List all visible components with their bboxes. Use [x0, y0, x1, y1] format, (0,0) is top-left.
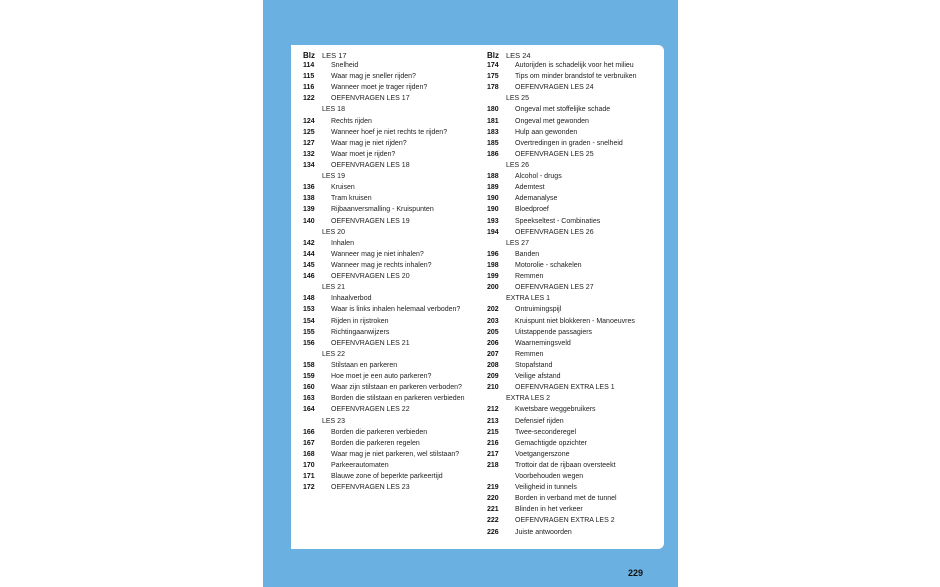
topic-title: Wanneer moet je trager rijden?: [331, 84, 428, 92]
topic-title: Wanneer hoef je niet rechts te rijden?: [331, 128, 448, 136]
page-ref: 153: [303, 306, 315, 314]
lesson-title: LES 22: [322, 350, 345, 358]
topic-title: Ademtest: [515, 184, 545, 192]
page-ref: 213: [487, 417, 499, 425]
page-number: 229: [628, 568, 644, 578]
page-ref: 190: [487, 195, 499, 203]
topic-title: Overtredingen in graden - snelheid: [515, 139, 623, 147]
page-ref: 186: [487, 150, 499, 158]
page-ref: 221: [487, 506, 499, 514]
page-ref: 132: [303, 150, 315, 158]
topic-title: Rechts rijden: [331, 117, 372, 125]
topic-title: Parkeerautomaten: [331, 461, 389, 469]
page-ref: 122: [303, 95, 315, 103]
topic-title: Waar moet je rijden?: [331, 150, 396, 158]
page-ref: 220: [487, 495, 499, 503]
lesson-title: LES 26: [506, 161, 529, 169]
page-ref: 175: [487, 73, 499, 81]
topic-title: Voorbehouden wegen: [515, 473, 584, 481]
topic-title: Juiste antwoorden: [515, 528, 572, 536]
page-ref: 222: [487, 517, 499, 525]
page-ref: 196: [487, 250, 499, 258]
topic-title: OEFENVRAGEN LES 23: [331, 484, 410, 492]
page-ref: 207: [487, 350, 499, 358]
page-ref: 194: [487, 228, 499, 236]
topic-title: Voetgangerszone: [515, 450, 570, 458]
topic-title: Banden: [515, 250, 540, 258]
page-ref: 148: [303, 295, 315, 303]
topic-title: Waar is links inhalen helemaal verboden?: [331, 306, 461, 314]
topic-title: Veilige afstand: [515, 373, 561, 381]
page-ref: 154: [303, 317, 315, 325]
topic-title: Speekseltest - Combinaties: [515, 217, 601, 225]
page-ref: 144: [303, 250, 315, 258]
topic-title: Rijbaanversmalling - Kruispunten: [331, 206, 434, 214]
topic-title: Inhalen: [331, 239, 354, 247]
topic-title: OEFENVRAGEN LES 25: [515, 150, 594, 158]
lesson-title: LES 20: [322, 228, 345, 236]
page-ref: 181: [487, 117, 499, 125]
topic-title: OEFENVRAGEN EXTRA LES 1: [515, 384, 615, 392]
page-ref: 159: [303, 373, 315, 381]
page-ref: 203: [487, 317, 499, 325]
page-ref: 210: [487, 384, 499, 392]
page-ref: 219: [487, 484, 499, 492]
page-ref: 209: [487, 373, 499, 381]
page-ref: 142: [303, 239, 315, 247]
topic-title: Gemachtigde opzichter: [515, 439, 587, 447]
page-ref: 166: [303, 428, 315, 436]
topic-title: OEFENVRAGEN LES 17: [331, 95, 410, 103]
topic-title: Rijden in rijstroken: [331, 317, 389, 325]
lesson-heading: LES 17: [322, 51, 347, 60]
page-ref: 172: [303, 484, 315, 492]
topic-title: Hoe moet je een auto parkeren?: [331, 373, 432, 381]
page-ref: 125: [303, 128, 315, 136]
page-ref: 205: [487, 328, 499, 336]
topic-title: Borden die parkeren verbieden: [331, 428, 428, 436]
topic-title: Kruispunt niet blokkeren - Manoeuvres: [515, 317, 635, 325]
lesson-title: LES 25: [506, 95, 529, 103]
topic-title: OEFENVRAGEN LES 20: [331, 273, 410, 281]
topic-title: Wanneer mag je niet inhalen?: [331, 250, 424, 258]
topic-title: Uitstappende passagiers: [515, 328, 593, 336]
page-ref: 145: [303, 261, 315, 269]
page-ref: 156: [303, 339, 315, 347]
blz-label: Blz: [303, 51, 315, 60]
topic-title: OEFENVRAGEN LES 18: [331, 161, 410, 169]
page-ref: 216: [487, 439, 499, 447]
page-ref: 188: [487, 173, 499, 181]
page-ref: 155: [303, 328, 315, 336]
page-ref: 218: [487, 461, 499, 469]
page-ref: 198: [487, 261, 499, 269]
topic-title: Borden die parkeren regelen: [331, 439, 420, 447]
topic-title: Waar mag je sneller rijden?: [331, 73, 416, 81]
topic-title: Waar mag je niet parkeren, wel stilstaan?: [331, 450, 460, 458]
topic-title: OEFENVRAGEN EXTRA LES 2: [515, 517, 615, 525]
topic-title: Ontruimingspijl: [515, 306, 562, 314]
topic-title: Bloedproef: [515, 206, 549, 214]
topic-title: Waarnemingsveld: [515, 339, 571, 347]
topic-title: Stilstaan en parkeren: [331, 361, 398, 369]
topic-title: Autorijden is schadelijk voor het milieu: [515, 62, 634, 69]
page-ref: 168: [303, 450, 315, 458]
topic-title: Remmen: [515, 350, 544, 358]
lesson-title: LES 19: [322, 173, 345, 181]
page-ref: 163: [303, 395, 315, 403]
page-ref: 127: [303, 139, 315, 147]
topic-title: Kruisen: [331, 184, 355, 192]
page-ref: 146: [303, 273, 315, 281]
page-ref: 124: [303, 117, 315, 125]
topic-title: Borden die stilstaan en parkeren verbieden: [331, 395, 465, 403]
topic-title: Waar zijn stilstaan en parkeren verboden?: [331, 384, 462, 392]
topic-title: Trottoir dat de rijbaan oversteekt: [515, 461, 616, 469]
topic-title: Borden in verband met de tunnel: [515, 495, 617, 503]
page-ref: 208: [487, 361, 499, 369]
page-ref: 174: [487, 62, 499, 69]
page-ref: 160: [303, 384, 315, 392]
page-ref: 171: [303, 473, 315, 481]
topic-title: Kwetsbare weggebruikers: [515, 406, 596, 414]
lesson-heading: LES 24: [506, 51, 531, 60]
page-ref: 167: [303, 439, 315, 447]
topic-title: OEFENVRAGEN LES 21: [331, 339, 410, 347]
page-ref: 190: [487, 206, 499, 214]
page-ref: 193: [487, 217, 499, 225]
page-ref: 199: [487, 273, 499, 281]
topic-title: OEFENVRAGEN LES 22: [331, 406, 410, 414]
page-ref: 134: [303, 161, 315, 169]
page-ref: 215: [487, 428, 499, 436]
lesson-title: EXTRA LES 2: [506, 395, 550, 403]
topic-title: Tram kruisen: [331, 195, 372, 203]
topic-title: Defensief rijden: [515, 417, 564, 425]
topic-title: OEFENVRAGEN LES 19: [331, 217, 410, 225]
lesson-title: LES 18: [322, 106, 345, 114]
page-ref: 217: [487, 450, 499, 458]
topic-title: OEFENVRAGEN LES 27: [515, 284, 594, 292]
topic-title: Motorolie - schakelen: [515, 261, 582, 269]
page-ref: 136: [303, 184, 315, 192]
page-ref: 185: [487, 139, 499, 147]
topic-title: OEFENVRAGEN LES 24: [515, 84, 594, 92]
topic-title: Remmen: [515, 273, 544, 281]
topic-title: Blauwe zone of beperkte parkeertijd: [331, 473, 443, 481]
topic-title: Tips om minder brandstof te verbruiken: [515, 73, 637, 81]
topic-title: Ademanalyse: [515, 195, 558, 203]
page-ref: 178: [487, 84, 499, 92]
topic-title: Waar mag je niet rijden?: [331, 139, 407, 147]
topic-title: Twee-seconderegel: [515, 428, 577, 436]
page-ref: 202: [487, 306, 499, 314]
topic-title: Blinden in het verkeer: [515, 506, 583, 514]
page-ref: 164: [303, 406, 315, 414]
page-ref: 158: [303, 361, 315, 369]
page-ref: 115: [303, 73, 315, 81]
page-ref: 114: [303, 62, 315, 69]
topic-title: Snelheid: [331, 62, 359, 69]
page-ref: 189: [487, 184, 499, 192]
topic-title: Ongeval met gewonden: [515, 117, 589, 125]
page-ref: 139: [303, 206, 315, 214]
topic-title: Hulp aan gewonden: [515, 128, 578, 136]
page-ref: 226: [487, 528, 499, 536]
topic-title: Ongeval met stoffelijke schade: [515, 106, 611, 114]
page-ref: 116: [303, 84, 315, 92]
lesson-title: LES 27: [506, 239, 529, 247]
topic-title: Stopafstand: [515, 361, 553, 369]
page-ref: 206: [487, 339, 499, 347]
page-ref: 200: [487, 284, 499, 292]
topic-title: Inhaalverbod: [331, 295, 372, 303]
topic-title: Richtingaanwijzers: [331, 328, 390, 336]
page-ref: 138: [303, 195, 315, 203]
topic-title: OEFENVRAGEN LES 26: [515, 228, 594, 236]
lesson-title: LES 21: [322, 284, 345, 292]
page-ref: 212: [487, 406, 499, 414]
page-ref: 183: [487, 128, 499, 136]
lesson-title: LES 23: [322, 417, 345, 425]
page-ref: 140: [303, 217, 315, 225]
page-ref: 170: [303, 461, 315, 469]
topic-title: Wanneer mag je rechts inhalen?: [331, 261, 432, 269]
topic-title: Alcohol - drugs: [515, 173, 562, 181]
blz-label: Blz: [487, 51, 499, 60]
page-ref: 180: [487, 106, 499, 114]
topic-title: Veiligheid in tunnels: [515, 484, 577, 492]
lesson-title: EXTRA LES 1: [506, 295, 550, 303]
